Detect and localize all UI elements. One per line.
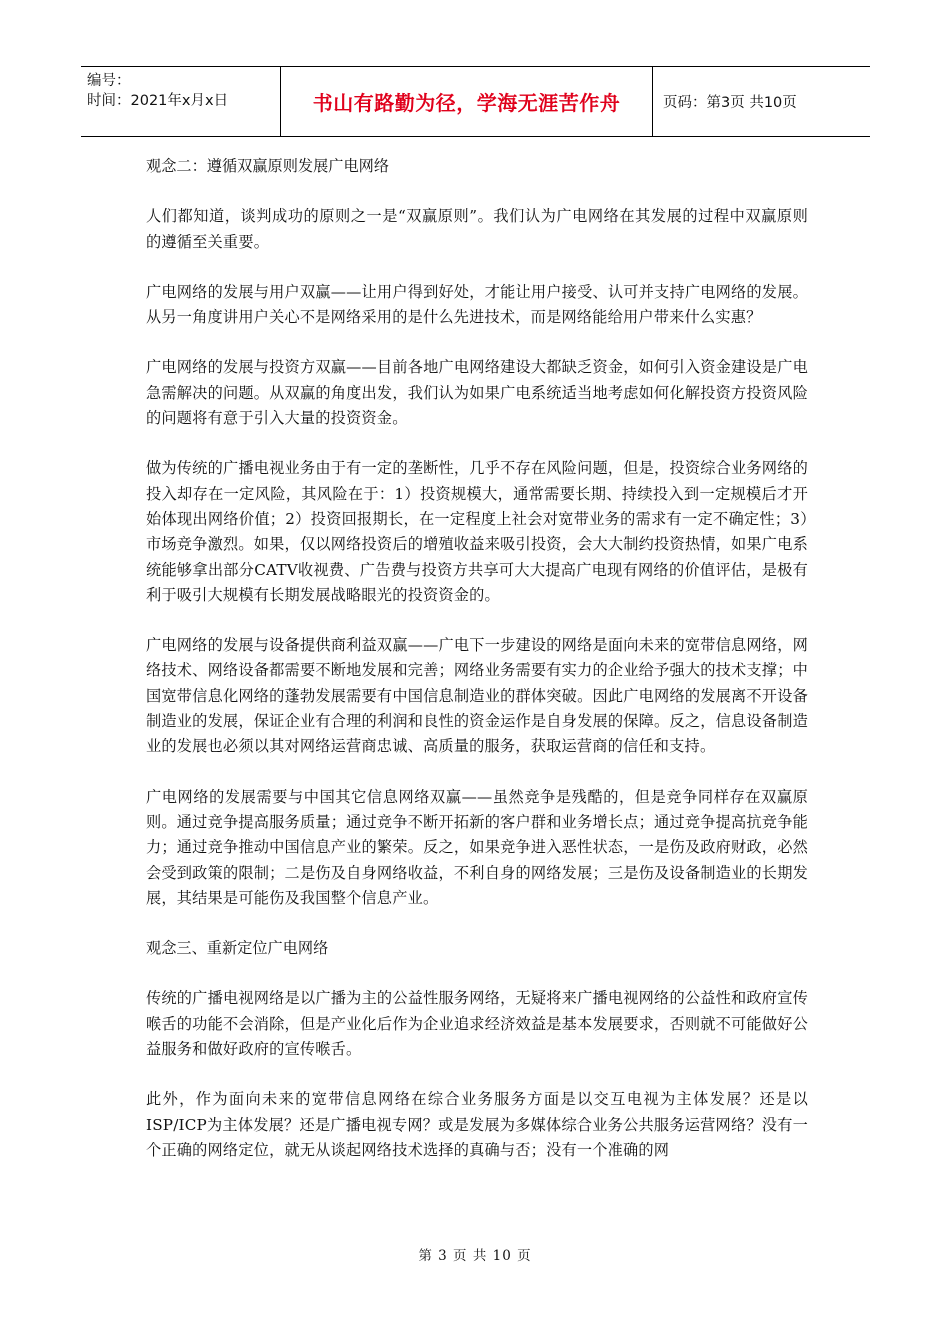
paragraph-2: 广电网络的发展与用户双赢——让用户得到好处，才能让用户接受、认可并支持广电网络的发展。从另一角度讲用户关心不是网络采用的是什么先进技术，而是网络能给用户带来什么实惠？ bbox=[146, 282, 808, 327]
paragraph-8: 此外，作为面向未来的宽带信息网络在综合业务服务方面是以交互电视为主体发展？还是以ISP/ICP为主体发展？还是广播电视专网？或是发展为多媒体综合业务公共服务运营网络？没有一个正确的网络定位，就无从谈起网络技术选择的真确与否；没有一个准确的网 bbox=[146, 1090, 808, 1159]
page-code: 页码：第3页 共10页 bbox=[663, 95, 797, 111]
page-header bbox=[81, 66, 870, 137]
footer-page-number: 第 3 页 共 10 页 bbox=[418, 1248, 532, 1264]
time-label: 时间：2021年x月x日 bbox=[87, 93, 229, 109]
page-footer bbox=[0, 1244, 950, 1264]
paragraph-4: 做为传统的广播电视业务由于有一定的垄断性，几乎不存在风险问题，但是，投资综合业务网络的投入却存在一定风险，其风险在于：1）投资规模大，通常需要长期、持续投入到一定规模后才开始体现出网络价值；2）投资回报期长，在一定程度上社会对宽带业务的需求有一定不确定性；3）市场竞争激烈。如果，仅以网络投资后的增殖收益来吸引投资，会大大制约投资热情，如果广电系统能够拿出部分CATV收视费、广告费与投资方共享可大大提高广电现有网络的价值评估，是极有利于吸引大规模有长期发展战略眼光的投资资金的。 bbox=[146, 459, 808, 604]
paragraph-5: 广电网络的发展与设备提供商利益双赢——广电下一步建设的网络是面向未来的宽带信息网络，网络技术、网络设备都需要不断地发展和完善；网络业务需要有实力的企业给予强大的技术支撑；中国宽带信息化网络的蓬勃发展需要有中国信息制造业的群体突破。因此广电网络的发展离不开设备制造业的发展，保证企业有合理的利润和良性的资金运作是自身发展的保障。反之，信息设备制造业的发展也必须以其对网络运营商忠诚、高质量的服务，获取运营商的信任和支持。 bbox=[146, 636, 808, 756]
paragraph-3: 广电网络的发展与投资方双赢——目前各地广电网络建设大都缺乏资金，如何引入资金建设是广电急需解决的问题。从双赢的角度出发，我们认为如果广电系统适当地考虑如何化解投资方投资风险的问题将有意于引入大量的投资资金。 bbox=[146, 358, 808, 428]
section-heading-2: 观念二：遵循双赢原则发展广电网络 bbox=[146, 157, 389, 175]
header-meta bbox=[81, 67, 281, 136]
paragraph-6: 广电网络的发展需要与中国其它信息网络双赢——虽然竞争是残酷的，但是竞争同样存在双赢原则。通过竞争提高服务质量；通过竞争不断开拓新的客户群和业务增长点；通过竞争提高抗竞争能力；通过竞争推动中国信息产业的繁荣。反之，如果竞争进入恶性状态，一是伤及政府财政，必然会受到政策的限制；二是伤及自身网络收益，不利自身的网络发展；三是伤及设备制造业的长期发展，其结果是可能伤及我国整个信息产业。 bbox=[146, 787, 808, 907]
paragraph-7: 传统的广播电视网络是以广播为主的公益性服务网络，无疑将来广播电视网络的公益性和政府宣传喉舌的功能不会消除，但是产业化后作为企业追求经济效益是基本发展要求，否则就不可能做好公益服务和做好政府的宣传喉舌。 bbox=[146, 989, 808, 1059]
document-body bbox=[146, 154, 808, 1188]
paragraph-1: 人们都知道，谈判成功的原则之一是“双赢原则”。我们认为广电网络在其发展的过程中双赢原则的遵循至关重要。 bbox=[146, 207, 808, 251]
header-motto-cell bbox=[281, 67, 653, 136]
header-page-code-cell bbox=[653, 67, 870, 136]
header-motto: 书山有路勤为径，学海无涯苦作舟 bbox=[312, 91, 621, 115]
section-heading-3: 观念三、重新定位广电网络 bbox=[146, 939, 329, 958]
serial-label: 编号： bbox=[87, 73, 131, 89]
